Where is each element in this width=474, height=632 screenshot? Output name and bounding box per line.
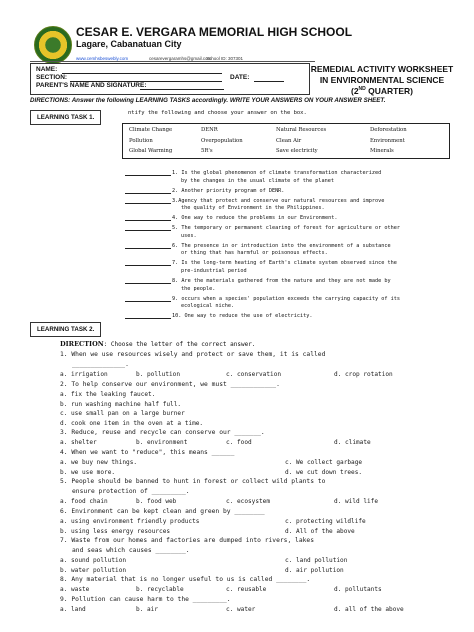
task1-item-continuation: pre-industrial period [181,268,247,274]
question-text: 1. When we use resources wisely and protect or save them, it is called [60,351,326,358]
word-bank-term: Clean Air [276,137,302,144]
word-bank-term: DENR [201,127,218,133]
section-label: SECTION: [36,74,68,81]
answer-choice[interactable]: b. air [136,606,159,613]
answer-choice[interactable]: d. we cut down trees. [285,468,363,476]
question-text: 6. Environment can be kept clean and green by ________ [60,508,265,515]
answer-choice[interactable]: b. pollution [136,371,181,378]
task1-item: 4. One way to reduce the problems in our Environment. [172,215,338,222]
answer-choice[interactable]: c. land pollution [285,557,348,564]
question-text: 5. People should be banned to hunt in forest or collect wild plants to [60,478,326,485]
task1-item: 5. The temporary or permanent clearing of forest for agriculture or other [172,225,400,232]
answer-choice[interactable]: a. sound pollution [60,557,127,564]
answer-choice[interactable]: b. recyclable [136,586,184,593]
question-continuation: and seas which causes ________. [72,547,190,554]
name-label: NAME: [36,66,58,73]
answer-choice[interactable]: b. water pollution [60,566,127,574]
question-text: 4. When we want to "reduce", this means ______ [60,449,235,456]
question-text: 8. Any material that is no longer useful to us is called ________. [60,576,311,583]
answer-choice[interactable]: c. use small pan on a large burner [60,410,185,417]
header-divider [30,61,315,62]
answer-choice[interactable]: c. protecting wildlife [285,518,366,525]
answer-choice[interactable]: a. shelter [60,439,97,446]
answer-choice[interactable]: d. cook one item in the oven at a time. [60,419,204,427]
answer-choice[interactable]: d. air pollution [285,566,344,574]
school-name: CESAR E. VERGARA MEMORIAL HIGH SCHOOL [76,25,353,39]
question-text: 7. Waste from our homes and factories are dumped into rivers, lakes [60,537,315,544]
word-bank-term: Deforestation [370,127,407,133]
answer-choice[interactable]: a. waste [60,586,90,593]
task1-item-continuation: uses. [181,232,197,239]
learning-task-2-label: LEARNING TASK 2. [30,322,101,337]
task1-item: 8. Are the materials gathered from the nature and they are not made by [172,278,391,284]
answer-choice[interactable]: c. food [226,439,252,446]
answer-choice[interactable]: a. using environment friendly products [60,518,200,525]
task1-item-continuation: by the changes in the usual climate of the planet [181,177,335,184]
answer-blank[interactable] [125,301,171,302]
answer-choice[interactable]: c. ecosystem [226,498,271,505]
answer-blank[interactable] [125,283,171,284]
learning-task-1-label: LEARNING TASK 1. [30,110,101,125]
date-field[interactable] [254,81,284,82]
task1-item: 3.Agency that protect and conserve our natural resources and improve [172,197,385,204]
school-logo [34,26,72,64]
task1-instruction: ntify the following and choose your answer on the box. [128,110,307,116]
answer-blank[interactable] [125,265,171,266]
answer-blank[interactable] [125,193,171,194]
answer-blank[interactable] [125,318,171,319]
answer-blank[interactable] [125,203,171,204]
answer-choice[interactable]: d. All of the above [285,527,355,535]
parent-label: PARENT'S NAME AND SIGNATURE: [36,82,147,89]
word-bank-term: Overpopulation [201,137,243,144]
worksheet-title-line2: IN ENVIRONMENTAL SCIENCE [319,75,445,85]
answer-choice[interactable]: b. we use more. [60,468,116,476]
answer-choice[interactable]: a. fix the leaking faucet. [60,391,156,398]
answer-choice[interactable]: a. food chain [60,498,108,505]
word-bank-term: Global Warming [129,148,173,154]
task1-item: 1. Is the global phenomenon of climate transformation characterized [172,170,382,176]
word-bank-term: Climate Change [129,127,173,133]
school-email: cesarevergaramhs@gmail.com [149,56,212,61]
task1-item-continuation: or thing that has harmful or poisonous effects. [181,250,328,257]
answer-choice[interactable]: c. We collect garbage [285,459,363,466]
word-bank [122,123,450,159]
school-website[interactable]: www.cemhsbeswebly.com [76,56,129,61]
answer-choice[interactable]: c. conservation [226,371,282,378]
answer-choice[interactable]: d. all of the above [334,606,404,613]
word-bank-term: Environment [370,137,405,144]
answer-choice[interactable]: b. food web [136,498,177,505]
answer-choice[interactable]: d. climate [334,439,371,446]
answer-choice[interactable]: b. using less energy resources [60,527,171,535]
worksheet-title-line1: REMEDIAL ACTIVITY WORKSHEET [310,64,454,74]
school-id: School ID: 307301 [206,56,244,61]
name-field[interactable] [62,73,222,74]
answer-blank[interactable] [125,248,171,249]
answer-choice[interactable]: b. run washing machine half full. [60,400,182,408]
answer-choice[interactable]: b. environment [136,439,188,446]
task2-instruction: DIRECTION: Choose the letter of the correct answer. [60,340,256,348]
task1-item: 7. Is the long-term heating of Earth's climate system observed since the [172,260,397,267]
word-bank-term: Pollution [129,137,153,144]
answer-choice[interactable]: a. irrigation [60,371,108,378]
answer-choice[interactable]: a. we buy new things. [60,459,138,466]
answer-choice[interactable]: c. water [226,606,256,613]
school-city: Lagare, Cabanatuan City [76,39,182,49]
task1-item-continuation: ecological niche. [181,303,235,310]
general-directions: DIRECTIONS: Answer the following LEARNING TASKS accordingly. WRITE YOUR ANSWERS ON YOUR ANSWER SHEET. [30,97,386,104]
word-bank-term: Save electricity [276,148,318,154]
parent-field[interactable] [140,89,224,90]
worksheet-title-line3: (2ND QUARTER) [350,86,414,96]
task1-item: 10. One way to reduce the use of electricity. [172,313,313,320]
date-label: DATE: [230,74,250,81]
question-continuation: ensure protection of _________. [72,488,190,495]
task1-item-continuation: the people. [181,285,216,292]
answer-blank[interactable] [125,220,171,221]
word-bank-term: Natural Resources [276,127,327,133]
student-info-box [30,63,310,95]
task1-item: 2. Another priority program of DENR. [172,187,285,194]
task1-item-continuation: the quality of Environment in the Philippines. [181,205,325,212]
word-bank-term: Minerals [370,148,394,154]
word-bank-term: 5R's [201,148,213,154]
answer-blank[interactable] [125,230,171,231]
answer-choice[interactable]: d. pollutants [334,586,382,593]
answer-choice[interactable]: d. wild life [334,498,379,505]
answer-choice[interactable]: c. reusable [226,586,267,593]
answer-choice[interactable]: a. land [60,606,86,613]
question-text: 2. To help conserve our environment, we must ____________. [60,381,280,388]
question-text: 3. Reduce, reuse and recycle can conserve our _______. [60,429,265,436]
answer-blank[interactable] [125,175,171,176]
question-text: 9. Pollution can cause harm to the _________. [60,596,231,603]
question-continuation: ______________. [72,361,129,368]
answer-choice[interactable]: d. crop rotation [334,371,393,378]
task1-item: 9. occurs when a species' population exceeds the carrying capacity of its [172,295,400,302]
task1-item: 6. The presence in or introduction into the environment of a substance [172,242,391,249]
